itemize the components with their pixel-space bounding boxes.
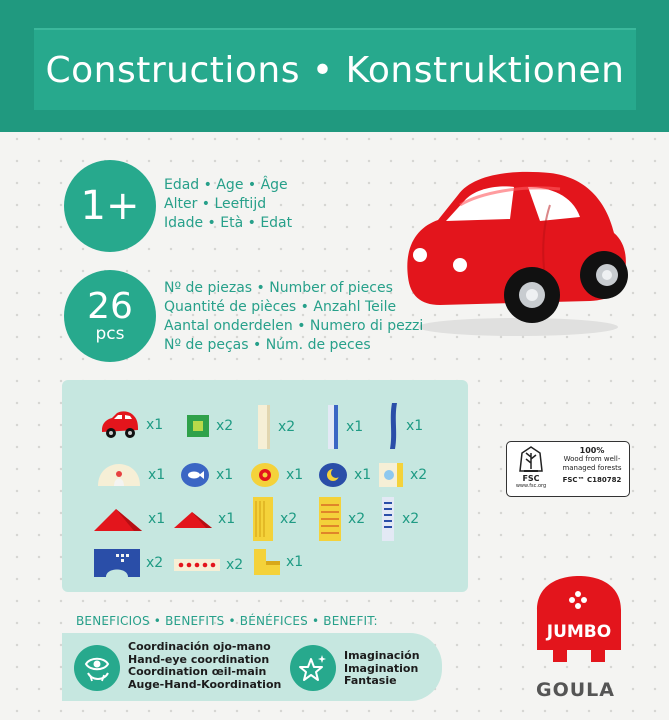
cream-pillar-block-icon — [256, 405, 272, 449]
page-title: Constructions • Konstruktionen — [45, 49, 625, 91]
piece-item — [100, 410, 163, 440]
benefit-line: Coordinación ojo-mano — [128, 640, 271, 653]
fsc-percent: 100% — [579, 446, 605, 455]
pieces-label-line: Nº de peças • Núm. de peces — [164, 337, 371, 353]
piece-item — [386, 403, 423, 449]
benefit-line: Coordination œil-main — [128, 665, 267, 678]
age-badge — [64, 160, 156, 252]
piece-qty: x1 — [218, 511, 236, 527]
curved-blue-block-icon — [386, 403, 400, 449]
yellow-step-block-icon — [254, 549, 280, 575]
fish-disc-block-icon — [180, 462, 210, 488]
car-piece-icon — [100, 410, 140, 440]
green-square-block-icon — [186, 414, 210, 438]
fsc-text — [555, 442, 629, 496]
piece-item — [252, 497, 297, 541]
blue-striped-pillar-icon — [380, 497, 396, 541]
piece-item — [256, 405, 295, 449]
flower-disc-block-icon — [250, 462, 280, 488]
jumbo-elephant-logo — [527, 570, 629, 670]
pieces-label-line: Nº de piezas • Number of pieces — [164, 280, 393, 296]
age-label-line: Alter • Leeftijd — [164, 196, 267, 212]
fsc-logo — [507, 442, 555, 496]
fsc-certificate — [506, 441, 630, 497]
benefits-heading: BENEFICIOS • BENEFITS • BÉNÉFICES • BENEFIT: — [76, 614, 378, 628]
imagination-star-icon — [290, 645, 336, 691]
age-badge-value: 1+ — [80, 183, 140, 229]
arch-bridge-block-icon — [94, 549, 140, 577]
piece-item — [180, 462, 233, 488]
piece-qty: x2 — [278, 419, 296, 435]
heart-plank-block-icon — [174, 558, 220, 572]
hand-eye-coordination-text — [128, 641, 281, 691]
piece-qty: x1 — [346, 419, 364, 435]
age-label-line: Edad • Age • Âge — [164, 177, 288, 193]
piece-qty: x1 — [148, 467, 166, 483]
piece-item — [318, 462, 371, 488]
yellow-striped-block-icon — [318, 497, 342, 541]
piece-qty: x2 — [226, 557, 244, 573]
benefit-line: Imaginación — [344, 649, 420, 662]
yellow-striped-pillar-icon — [252, 497, 274, 541]
imagination-text — [344, 650, 420, 688]
benefit-line: Auge-Hand-Koordination — [128, 677, 282, 691]
piece-qty: x1 — [148, 511, 166, 527]
piece-qty: x1 — [216, 467, 234, 483]
hand-eye-icon — [74, 645, 120, 691]
piece-item — [380, 497, 419, 541]
fsc-line: Wood from well- — [563, 455, 621, 463]
benefit-line: Imagination — [344, 661, 419, 675]
dome-block-icon — [96, 462, 142, 488]
piece-qty: x1 — [354, 467, 372, 483]
piece-item — [326, 405, 363, 449]
piece-item — [318, 497, 365, 541]
pieces-count-number: 26 — [87, 286, 133, 327]
piece-qty: x1 — [286, 467, 304, 483]
fsc-line: managed forests — [562, 464, 622, 472]
fsc-url: www.fsc.org — [515, 483, 547, 489]
piece-qty: x1 — [146, 417, 164, 433]
blue-pillar-block-icon — [326, 405, 340, 449]
piece-qty: x2 — [146, 555, 164, 571]
jumbo-logo-text: JUMBO — [546, 622, 612, 642]
piece-qty: x2 — [280, 511, 298, 527]
pieces-label-line: Aantal onderdelen • Numero di pezzi — [164, 318, 424, 334]
large-roof-block-icon — [94, 505, 142, 533]
pieces-count-badge — [64, 270, 156, 362]
benefit-line: Fantasie — [344, 674, 397, 687]
piece-item — [378, 462, 427, 488]
piece-item — [186, 414, 233, 438]
piece-item — [174, 557, 243, 573]
piece-qty: x2 — [410, 467, 428, 483]
piece-item — [254, 549, 303, 575]
piece-qty: x2 — [402, 511, 420, 527]
fsc-tree-icon — [516, 445, 546, 473]
piece-qty: x2 — [348, 511, 366, 527]
age-labels — [164, 176, 292, 233]
piece-qty: x1 — [286, 554, 304, 570]
piece-item — [96, 462, 165, 488]
fsc-code: FSC™ C180782 — [562, 476, 622, 484]
pieces-count-labels — [164, 279, 423, 355]
piece-item — [174, 508, 235, 530]
piece-item — [94, 505, 165, 533]
piece-qty: x1 — [406, 418, 424, 434]
red-car-product-image — [400, 165, 630, 340]
pieces-label-line: Quantité de pièces • Anzahl Teile — [164, 299, 397, 315]
piece-qty: x2 — [216, 418, 234, 434]
pieces-count-unit: pcs — [95, 324, 125, 344]
age-label-line: Idade • Età • Edat — [164, 215, 293, 231]
window-cube-block-icon — [378, 462, 404, 488]
title-panel — [34, 28, 636, 110]
benefit-line: Hand-eye coordination — [128, 652, 270, 666]
fsc-label: FSC — [522, 474, 540, 483]
piece-item — [250, 462, 303, 488]
goula-logo: GOULA — [536, 679, 615, 701]
moon-disc-block-icon — [318, 462, 348, 488]
small-roof-block-icon — [174, 508, 212, 530]
piece-item — [94, 549, 163, 577]
